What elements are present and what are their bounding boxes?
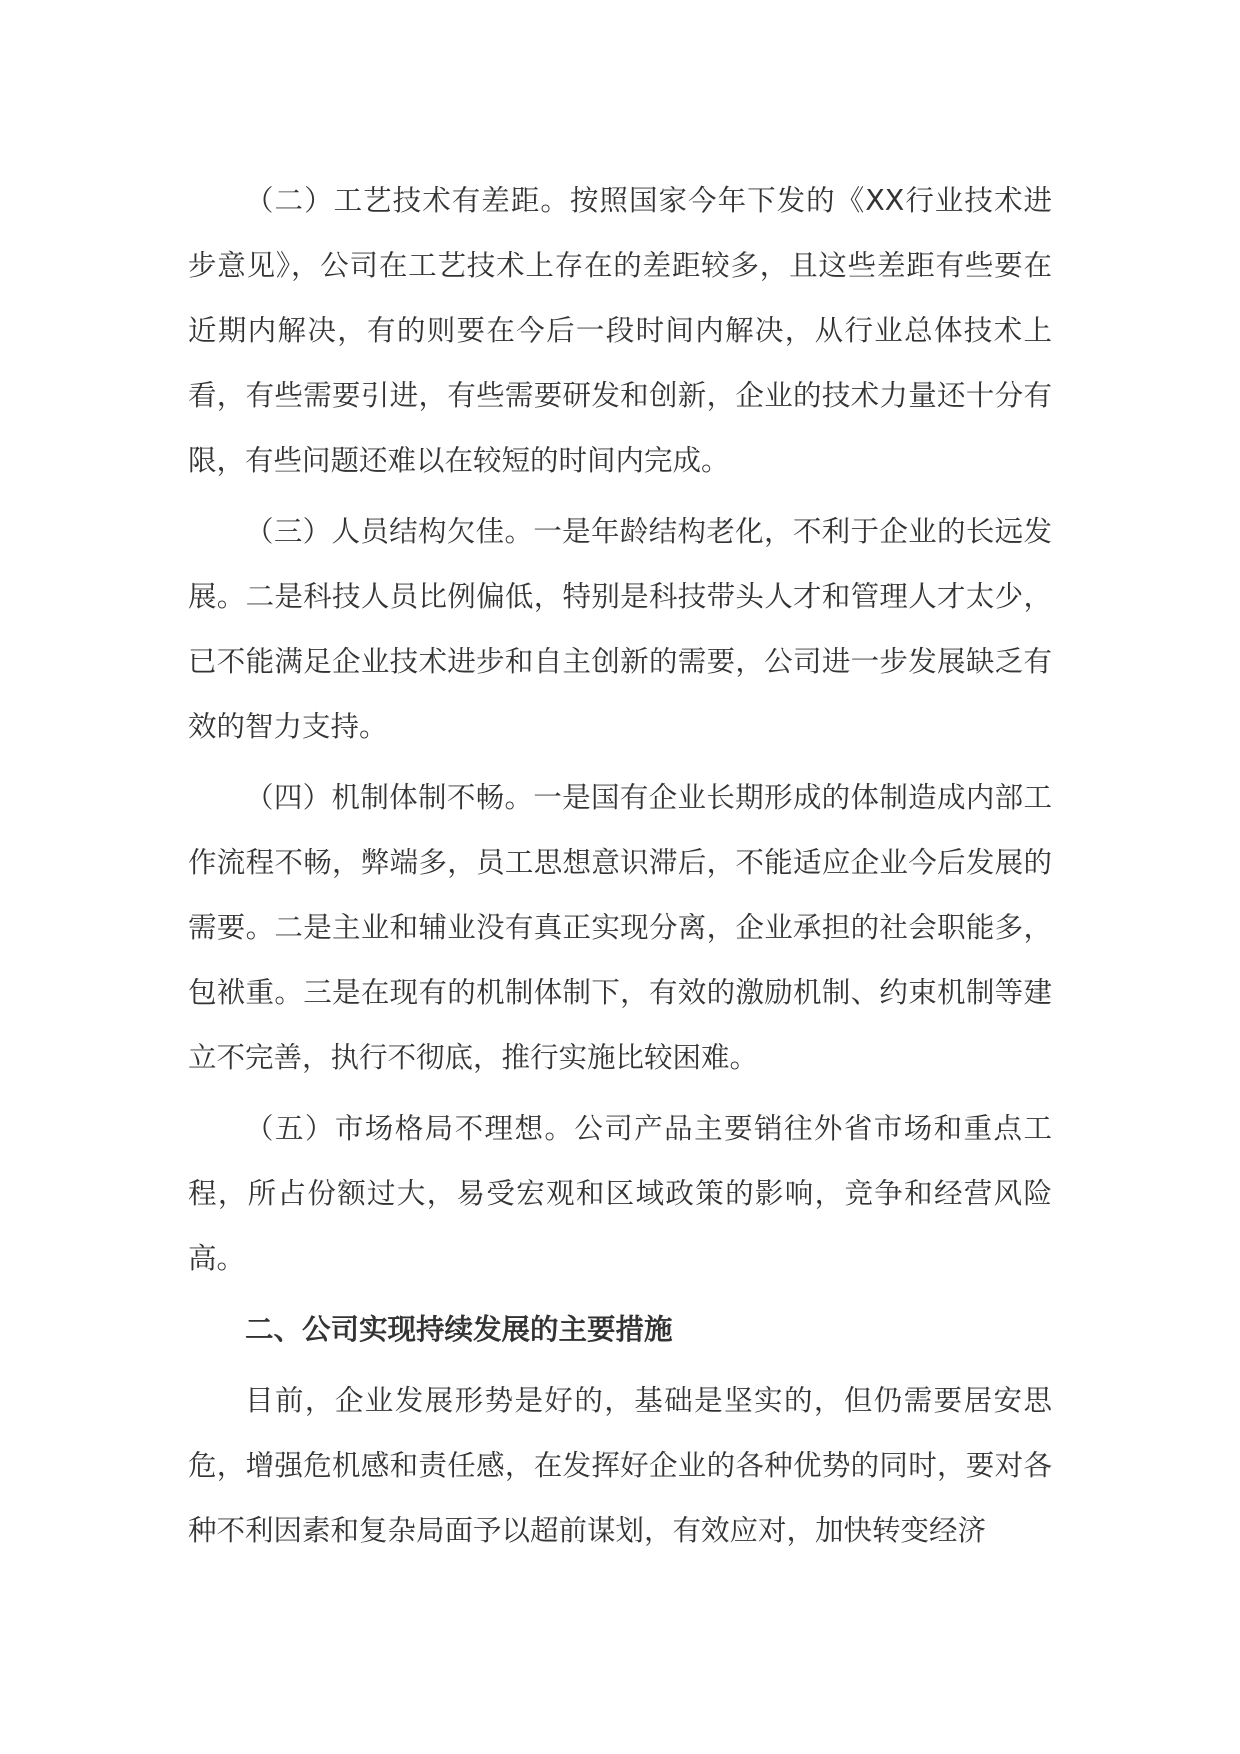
section-heading-main-measures: 二、公司实现持续发展的主要措施 (245, 1313, 673, 1346)
paragraph-technology-gap: （二）工艺技术有差距。按照国家今年下发的《XX行业技术进步意见》，公司在工艺技术上存在的差距较多，且这些差距有些要在近期内解决，有的则要在今后一段时间内解决，从行业总体技术上看，有些需要引进，有些需要研发和创新，企业的技术力量还十分有限，有些问题还难以在较短的时间内完成。 (188, 184, 1052, 477)
paragraph-mechanism-system: （四）机制体制不畅。一是国有企业长期形成的体制造成内部工作流程不畅，弊端多，员工思想意识滞后，不能适应企业今后发展的需要。二是主业和辅业没有真正实现分离，企业承担的社会职能多，包袱重。三是在现有的机制体制下，有效的激励机制、约束机制等建立不完善，执行不彻底，推行实施比较困难。 (188, 781, 1052, 1074)
paragraph-current-situation: 目前，企业发展形势是好的，基础是坚实的，但仍需要居安思危，增强危机感和责任感，在发挥好企业的各种优势的同时，要对各种不利因素和复杂局面予以超前谋划，有效应对，加快转变经济 (188, 1384, 1052, 1547)
paragraph-market-pattern: （五）市场格局不理想。公司产品主要销往外省市场和重点工程，所占份额过大，易受宏观和区域政策的影响，竞争和经营风险高。 (188, 1112, 1052, 1275)
document-body (188, 168, 1052, 1563)
paragraph-staff-structure: （三）人员结构欠佳。一是年龄结构老化，不利于企业的长远发展。二是科技人员比例偏低，特别是科技带头人才和管理人才太少，已不能满足企业技术进步和自主创新的需要，公司进一步发展缺乏有效的智力支持。 (188, 515, 1052, 743)
